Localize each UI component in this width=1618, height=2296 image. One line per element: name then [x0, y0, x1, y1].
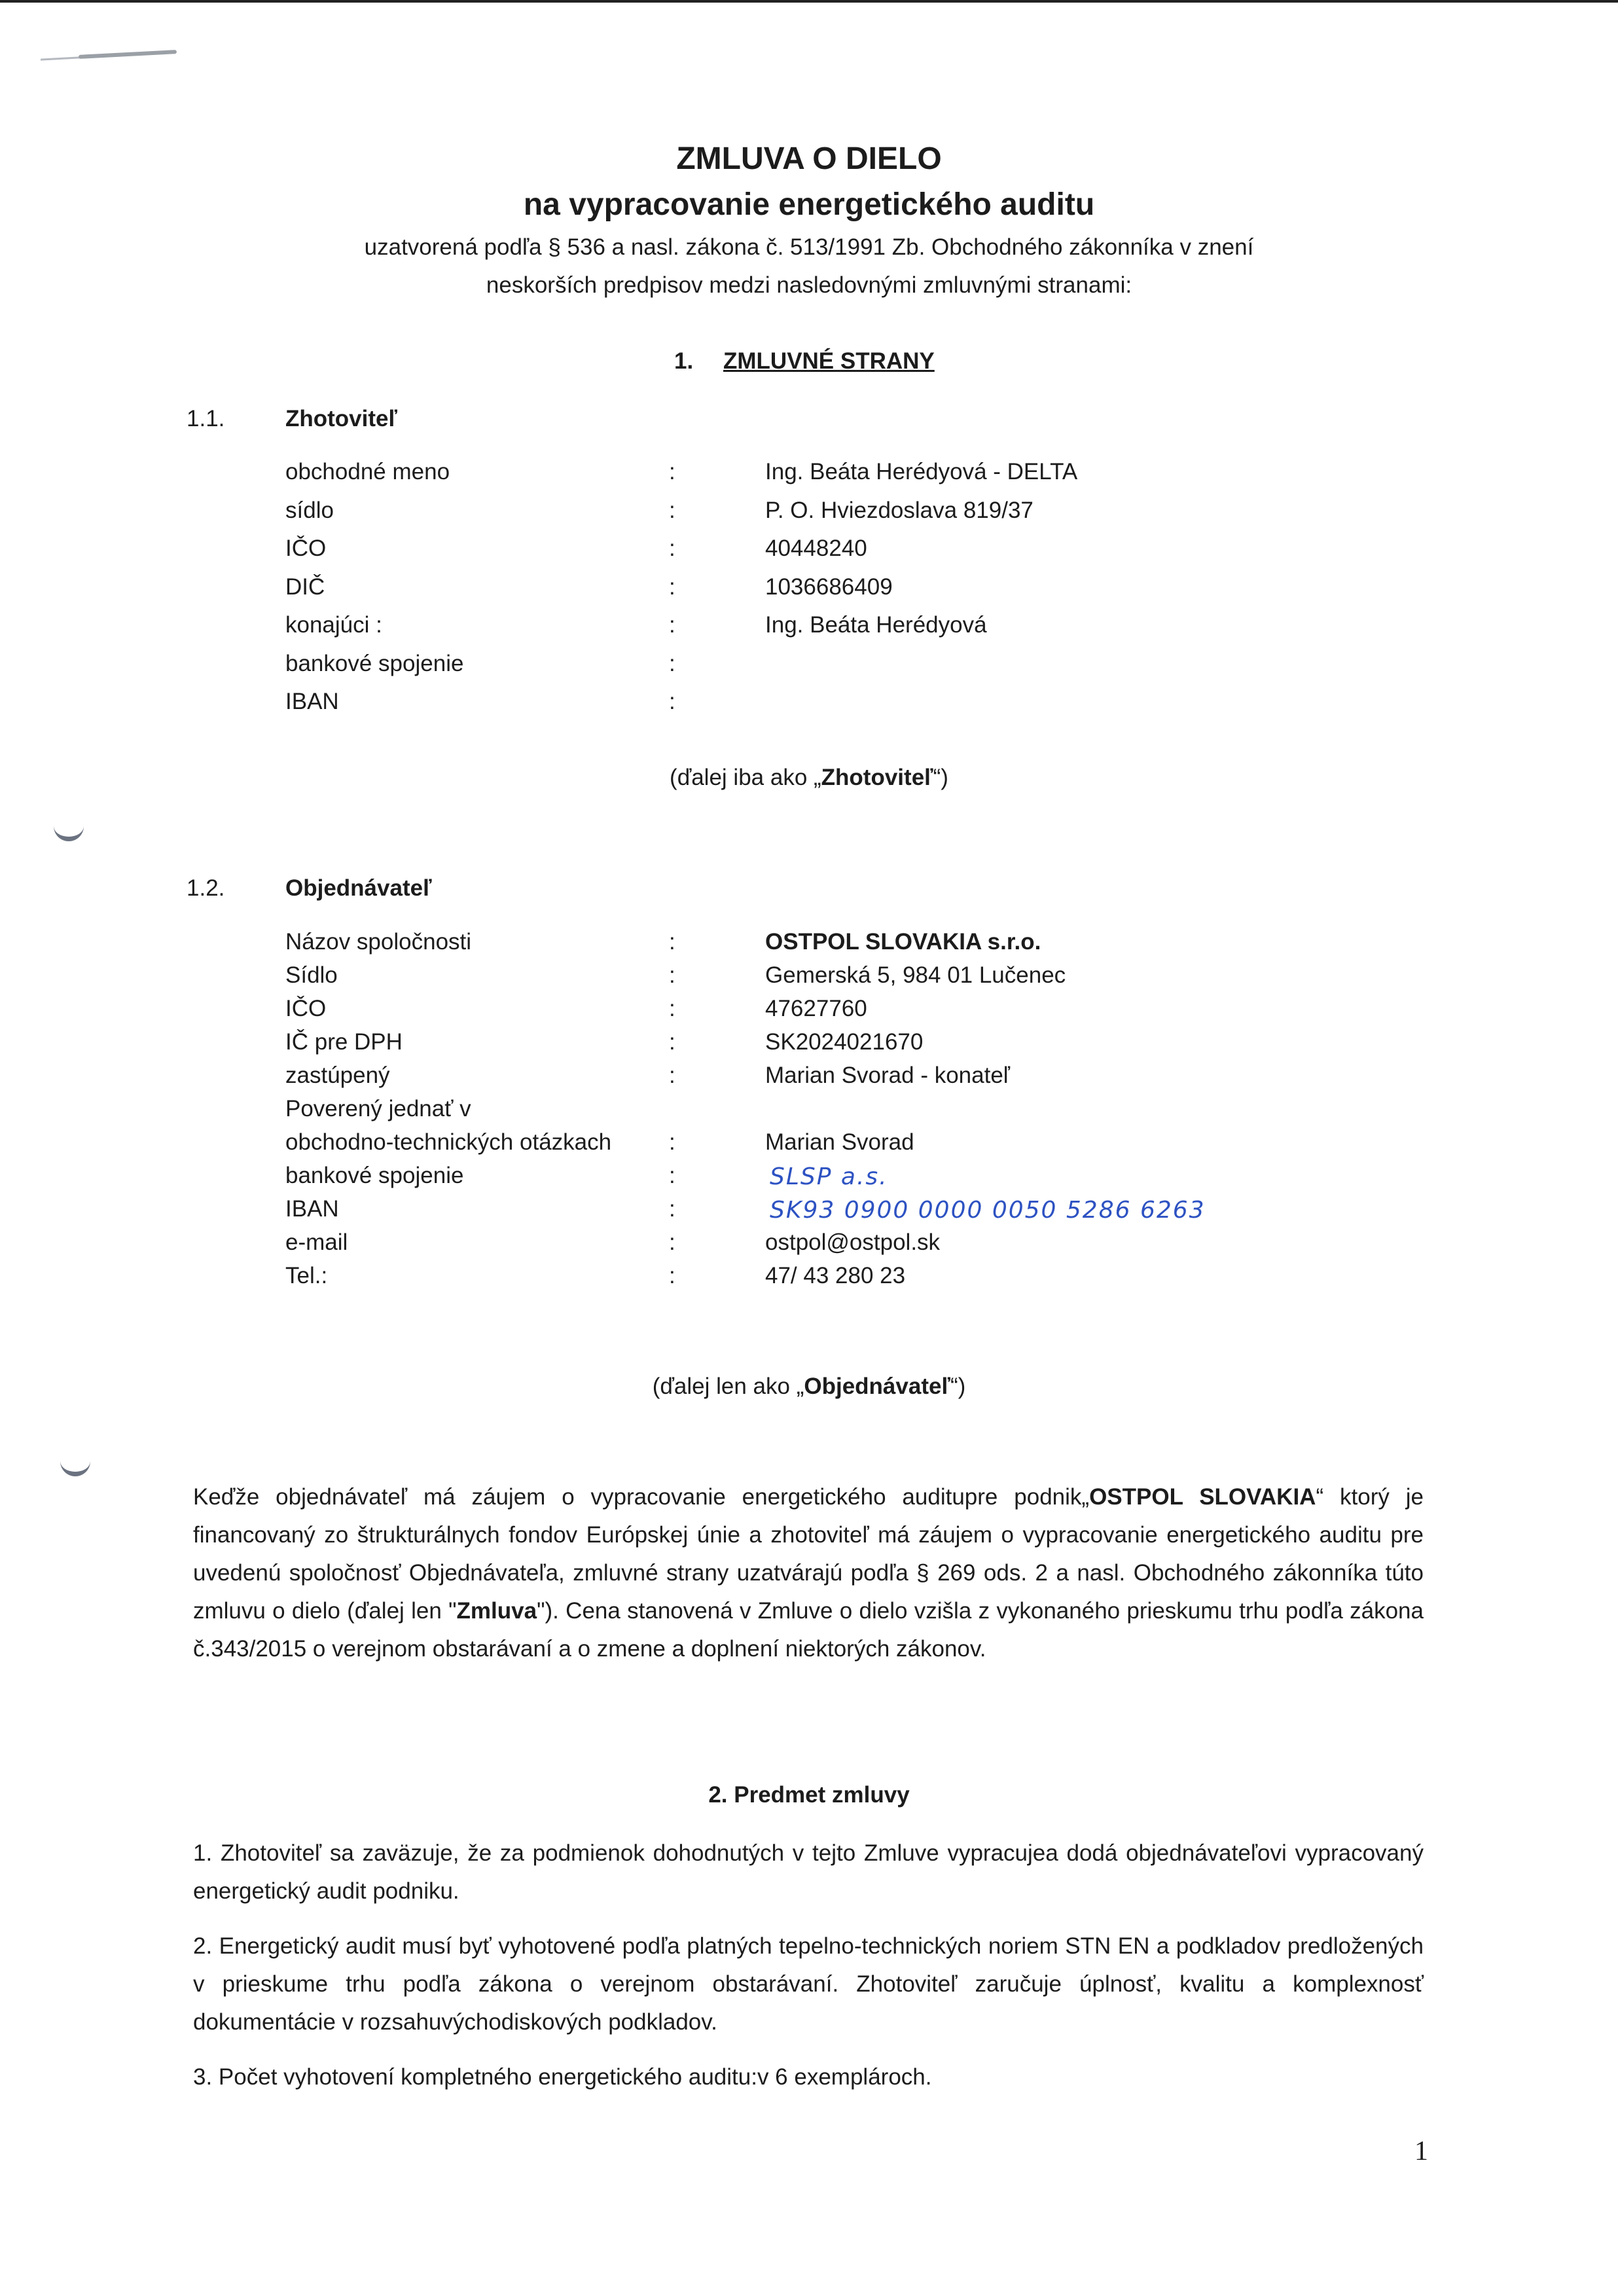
- contractor-row: [285, 455, 1398, 489]
- preamble-company: OSTPOL SLOVAKIA: [1089, 1484, 1316, 1510]
- client-heading: Objednávateľ: [285, 875, 432, 901]
- section1-number: 1.: [674, 348, 694, 374]
- contractor-field-label: obchodné meno: [285, 459, 450, 484]
- client-row: [285, 992, 1398, 1026]
- client-handwritten-value: SK93 0900 0000 0050 5286 6263: [770, 1197, 1206, 1224]
- client-row: [285, 1192, 1398, 1226]
- contractor-field-label: IBAN: [285, 689, 339, 714]
- client-field-label: Názov spoločnosti: [285, 929, 472, 955]
- section1-title: ZMLUVNÉ STRANY: [723, 348, 935, 374]
- client-field-colon: :: [669, 1063, 675, 1088]
- intro-line-2: neskorších predpisov medzi nasledovnými zmluvnými stranami:: [486, 272, 1132, 298]
- contractor-field-label: DIČ: [285, 574, 325, 600]
- document-title: ZMLUVA O DIELO: [676, 141, 942, 176]
- contractor-row: [285, 608, 1398, 642]
- client-field-colon: :: [669, 1230, 675, 1255]
- client-field-colon: :: [669, 1129, 675, 1155]
- scan-artifact: [79, 50, 177, 59]
- preamble-text: Keďže objednávateľ má záujem o vypracovanie energetického auditupre podnik„: [193, 1484, 1090, 1510]
- contractor-field-colon: :: [669, 459, 675, 484]
- page-number: 1: [1414, 2136, 1428, 2166]
- section2-paragraph-2: 2. Energetický audit musí byť vyhotovené podľa platných tepelno-technických noriem STN EN a podkladov predložených v prieskume trhu podľa zákona o verejnom obstarávaní. Zhotoviteľ zaručuje úplnosť, kvalitu a komplexnosť dokumentácie v rozsahuvýchodiskových podkladov.: [193, 1933, 1424, 2035]
- client-row: [285, 1025, 1398, 1059]
- document-subtitle: na vypracovanie energetického auditu: [523, 187, 1095, 222]
- scan-top-edge: [0, 0, 1618, 3]
- client-field-colon: :: [669, 996, 675, 1021]
- contractor-field-value: P. O. Hviezdoslava 819/37: [765, 497, 1034, 523]
- client-row: [285, 1125, 1398, 1159]
- client-note: [0, 1374, 1618, 1400]
- contractor-row: [285, 494, 1398, 528]
- client-field-value: SK2024021670: [765, 1029, 924, 1055]
- client-field-label: zastúpený: [285, 1063, 390, 1088]
- client-field-colon: :: [669, 1029, 675, 1055]
- client-field-label: bankové spojenie: [285, 1163, 464, 1188]
- preamble-defined-term: Zmluva: [456, 1598, 537, 1624]
- client-field-label: Poverený jednať v: [285, 1096, 471, 1121]
- client-field-label: Tel.:: [285, 1263, 328, 1288]
- client-field-colon: :: [669, 929, 675, 955]
- client-field-label: IČ pre DPH: [285, 1029, 403, 1055]
- client-row: [285, 958, 1398, 993]
- section2-paragraph-3: 3. Počet vyhotovení kompletného energetického auditu:v 6 exemplároch.: [193, 2064, 932, 2090]
- client-field-label: obchodno-technických otázkach: [285, 1129, 612, 1155]
- section2-title: 2. Predmet zmluvy: [708, 1782, 910, 1808]
- contractor-number: 1.1.: [187, 406, 225, 431]
- contractor-heading: Zhotoviteľ: [285, 406, 397, 431]
- client-field-label: e-mail: [285, 1230, 348, 1255]
- note-prefix: (ďalej iba ako „: [670, 765, 821, 790]
- punch-hole-mark: [54, 820, 84, 841]
- contractor-row: [285, 647, 1398, 681]
- contractor-field-colon: :: [669, 650, 675, 676]
- note-suffix: “): [933, 765, 948, 790]
- preamble-text: “ ktorý je financovaný zo štrukturálnych fondov Európskej únie a zhotoviteľ má záujem o vypracovanie energetického auditu pre uvedenú spoločnosť Objednávateľa, zmluvné strany uzatvárajú podľa § 269 ods. 2 a nasl. Obchodného zákonníka túto zmluvu o dielo (ďalej len ": [193, 1484, 1424, 1624]
- contractor-field-colon: :: [669, 689, 675, 714]
- contractor-row: [285, 570, 1398, 604]
- client-number: 1.2.: [187, 875, 225, 901]
- client-row: [285, 1226, 1398, 1260]
- note-bold: Zhotoviteľ: [821, 765, 933, 790]
- preamble-text: "). Cena stanovená v Zmluve o dielo vzišla z vykonaného prieskumu trhu podľa zákona č.343/2015 o verejnom obstarávaní a o zmene a doplnení niektorých zákonov.: [193, 1598, 1424, 1662]
- scan-artifact: [41, 56, 80, 60]
- contractor-row: [285, 685, 1398, 719]
- intro-line-1: uzatvorená podľa § 536 a nasl. zákona č. 513/1991 Zb. Obchodného zákonníka v znení: [364, 234, 1254, 260]
- client-field-label: IBAN: [285, 1196, 339, 1222]
- contractor-field-colon: :: [669, 497, 675, 523]
- contractor-note: [0, 765, 1618, 791]
- contractor-field-colon: :: [669, 536, 675, 561]
- client-field-value: Gemerská 5, 984 01 Lučenec: [765, 962, 1066, 988]
- contractor-field-value: 40448240: [765, 536, 867, 561]
- client-row: [285, 1259, 1398, 1293]
- contractor-field-label: IČO: [285, 536, 327, 561]
- client-field-label: Sídlo: [285, 962, 338, 988]
- client-row: [285, 925, 1398, 959]
- client-row: [285, 1092, 1398, 1126]
- client-field-value: 47627760: [765, 996, 867, 1021]
- client-field-value: 47/ 43 280 23: [765, 1263, 906, 1288]
- client-field-value: ostpol@ostpol.sk: [765, 1230, 941, 1255]
- section2-paragraph-1: 1. Zhotoviteľ sa zaväzuje, že za podmienok dohodnutých v tejto Zmluve vypracujea dodá objednávateľovi vypracovaný energetický audit podniku.: [193, 1840, 1424, 1904]
- note-suffix: “): [950, 1374, 966, 1399]
- contractor-field-value: 1036686409: [765, 574, 893, 600]
- client-field-colon: :: [669, 962, 675, 988]
- contractor-field-value: Ing. Beáta Herédyová - DELTA: [765, 459, 1078, 484]
- contractor-field-label: bankové spojenie: [285, 650, 464, 676]
- contractor-field-colon: :: [669, 612, 675, 638]
- client-field-value: Marian Svorad: [765, 1129, 914, 1155]
- client-field-label: IČO: [285, 996, 327, 1021]
- punch-hole-mark: [60, 1455, 90, 1476]
- contractor-field-label: sídlo: [285, 497, 334, 523]
- client-handwritten-value: SLSP a.s.: [770, 1163, 888, 1190]
- contractor-field-value: Ing. Beáta Herédyová: [765, 612, 987, 638]
- contractor-field-colon: :: [669, 574, 675, 600]
- client-row: [285, 1059, 1398, 1093]
- contractor-row: [285, 532, 1398, 566]
- client-row: [285, 1159, 1398, 1193]
- client-field-value: OSTPOL SLOVAKIA s.r.o.: [765, 929, 1041, 955]
- note-bold: Objednávateľ: [804, 1374, 950, 1399]
- contractor-field-label: konajúci :: [285, 612, 382, 638]
- preamble-paragraph: [193, 1478, 1424, 1668]
- note-prefix: (ďalej len ako „: [652, 1374, 804, 1399]
- client-field-colon: :: [669, 1196, 675, 1222]
- client-field-colon: :: [669, 1163, 675, 1188]
- client-field-value: Marian Svorad - konateľ: [765, 1063, 1010, 1088]
- client-field-colon: :: [669, 1263, 675, 1288]
